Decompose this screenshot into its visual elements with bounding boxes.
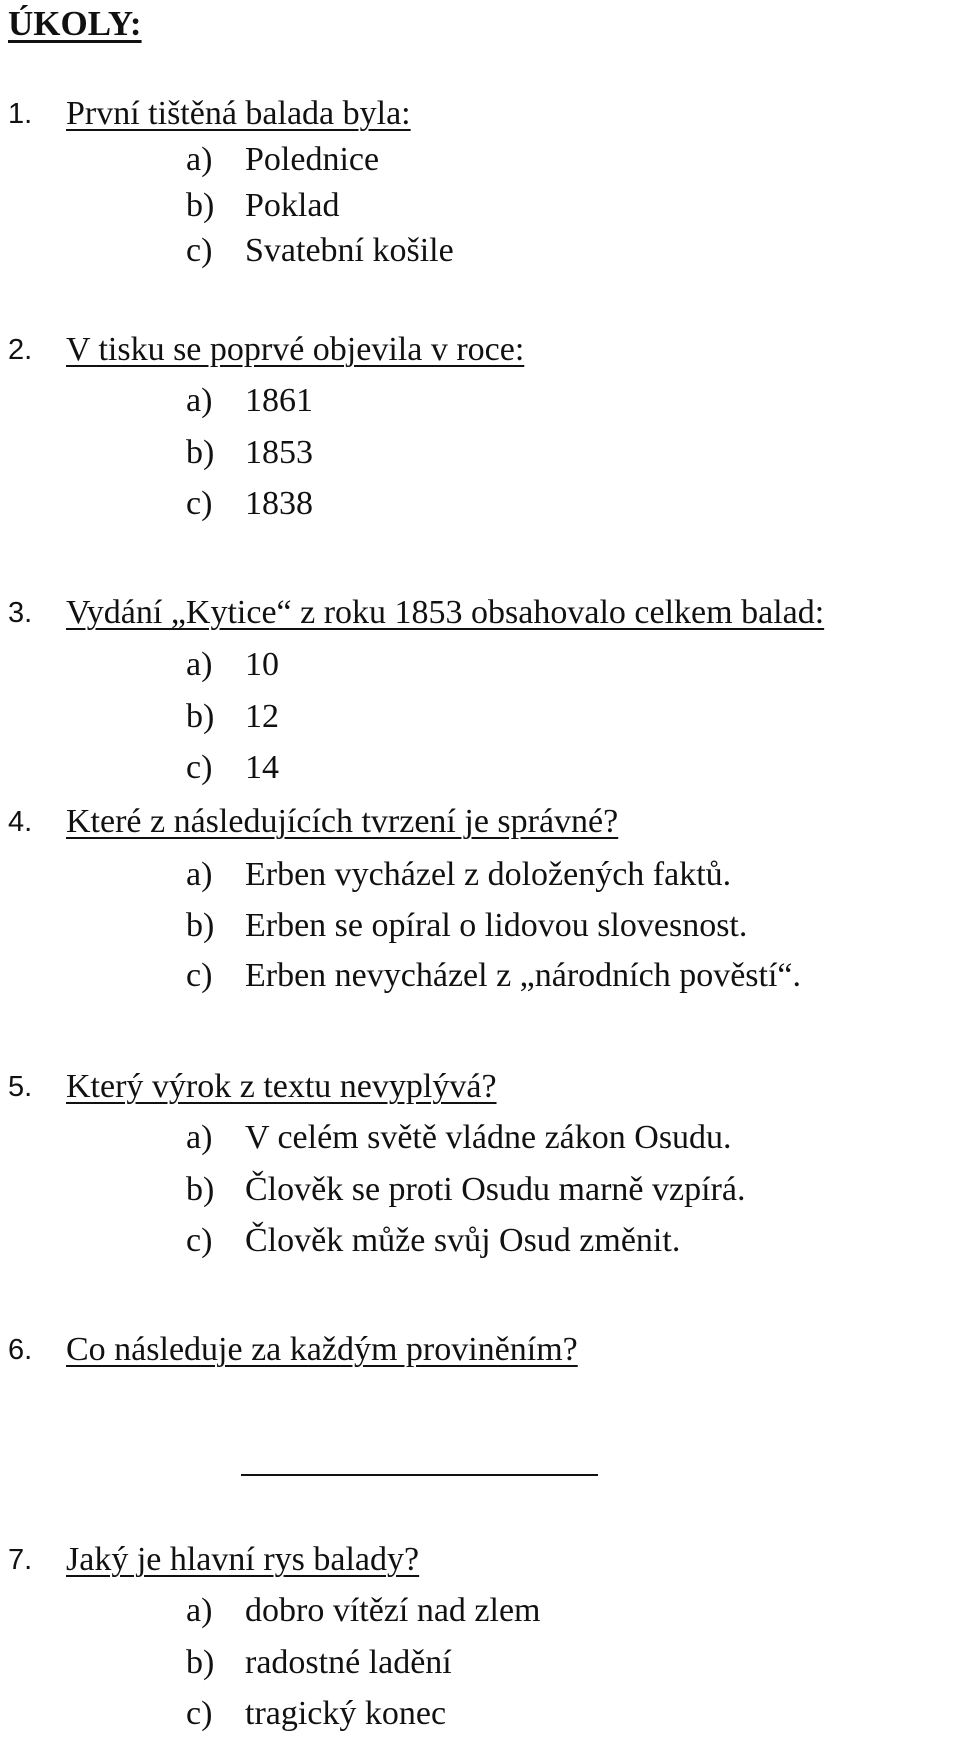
worksheet-heading: ÚKOLY:	[8, 4, 142, 43]
option-letter: c)	[186, 485, 213, 522]
question-number: 5.	[8, 1071, 33, 1103]
question-number: 7.	[8, 1544, 33, 1576]
option-letter: a)	[186, 382, 213, 419]
question-text: V tisku se poprvé objevila v roce:	[66, 331, 525, 368]
question-number: 4.	[8, 806, 33, 838]
option-text: radostné ladění	[245, 1644, 452, 1681]
option-letter: b)	[186, 434, 215, 471]
option-text: 14	[245, 749, 279, 786]
question-text: Co následuje za každým proviněním?	[66, 1331, 578, 1368]
question-number: 6.	[8, 1334, 33, 1366]
option-letter: b)	[186, 1644, 215, 1681]
question-text: Které z následujících tvrzení je správné?	[66, 803, 619, 840]
option-text: Svatební košile	[245, 232, 454, 269]
answer-line[interactable]	[241, 1474, 598, 1476]
option-letter: a)	[186, 646, 213, 683]
option-text: V celém světě vládne zákon Osudu.	[245, 1119, 732, 1156]
option-letter: c)	[186, 1695, 213, 1732]
option-text: Polednice	[245, 141, 380, 178]
option-text: 1838	[245, 485, 313, 522]
option-letter: c)	[186, 957, 213, 994]
option-text: 1853	[245, 434, 313, 471]
option-letter: b)	[186, 698, 215, 735]
option-letter: c)	[186, 1222, 213, 1259]
option-letter: a)	[186, 1592, 213, 1629]
option-letter: c)	[186, 749, 213, 786]
question-text: Vydání „Kytice“ z roku 1853 obsahovalo celkem balad:	[66, 594, 825, 631]
option-letter: a)	[186, 141, 213, 178]
option-letter: c)	[186, 232, 213, 269]
option-letter: b)	[186, 907, 215, 944]
question-text: Jaký je hlavní rys balady?	[66, 1541, 420, 1578]
option-text: 1861	[245, 382, 313, 419]
option-text: Poklad	[245, 187, 340, 224]
option-text: Člověk může svůj Osud změnit.	[245, 1222, 681, 1259]
question-text: První tištěná balada byla:	[66, 95, 411, 132]
option-text: tragický konec	[245, 1695, 447, 1732]
option-text: Člověk se proti Osudu marně vzpírá.	[245, 1171, 746, 1208]
option-text: Erben vycházel z doložených faktů.	[245, 856, 732, 893]
option-letter: b)	[186, 187, 215, 224]
option-text: Erben nevycházel z „národních pověstí“.	[245, 957, 802, 994]
question-number: 3.	[8, 597, 33, 629]
question-text: Který výrok z textu nevyplývá?	[66, 1068, 497, 1105]
option-text: Erben se opíral o lidovou slovesnost.	[245, 907, 748, 944]
option-text: 10	[245, 646, 279, 683]
question-number: 2.	[8, 334, 33, 366]
option-text: dobro vítězí nad zlem	[245, 1592, 541, 1629]
option-letter: a)	[186, 856, 213, 893]
question-number: 1.	[8, 98, 33, 130]
option-text: 12	[245, 698, 279, 735]
option-letter: a)	[186, 1119, 213, 1156]
option-letter: b)	[186, 1171, 215, 1208]
